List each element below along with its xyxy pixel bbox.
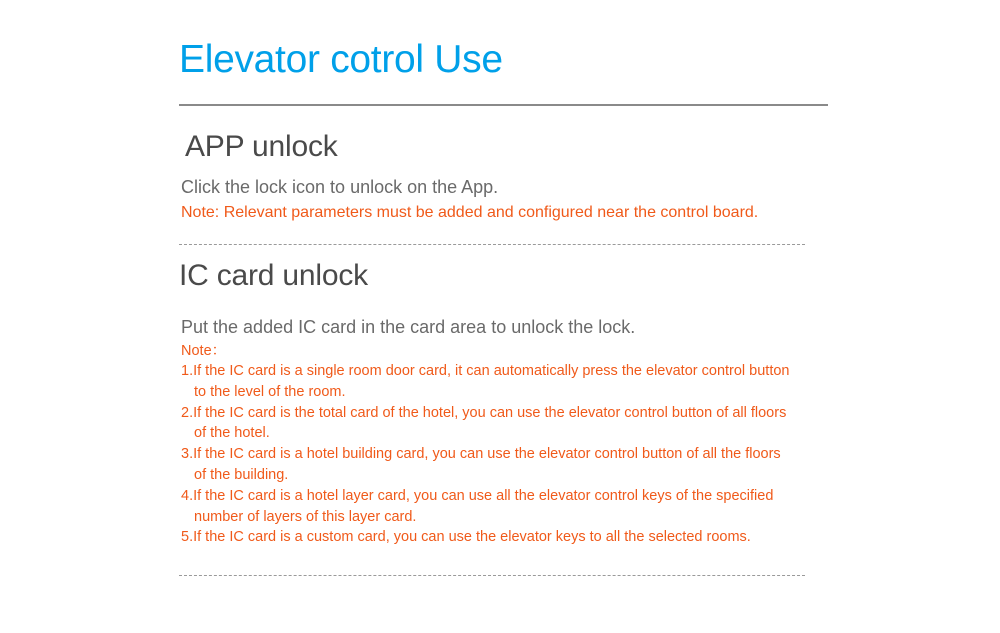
app-unlock-heading: APP unlock [185,130,338,163]
ic-card-notes-list [181,361,790,548]
list-item: 1.If the IC card is a single room door card, it can automatically press the elevator control button to the level of the room. [181,363,790,400]
app-unlock-note: Note: Relevant parameters must be added and configured near the control board. [181,204,759,221]
list-item: 2.If the IC card is the total card of the hotel, you can use the elevator control button of all floors of the hotel. [181,404,787,442]
app-unlock-instruction: Click the lock icon to unlock on the App. [181,177,499,197]
page-title: Elevator cotrol Use [179,38,503,81]
section-divider [179,575,805,576]
list-item: 5.If the IC card is a custom card, you can use the elevator keys to all the selected rooms. [181,529,751,546]
section-divider [179,244,805,245]
ic-card-unlock-heading: IC card unlock [179,259,368,292]
ic-card-unlock-instruction: Put the added IC card in the card area to unlock the lock. [181,317,636,337]
title-divider [179,104,828,106]
list-item: 3.If the IC card is a hotel building card, you can use the elevator control button of all the floors of the building. [181,446,781,483]
list-item: 4.If the IC card is a hotel layer card, you can use all the elevator control keys of the specified number of layers of this layer card. [181,487,774,525]
note-label: Note： [181,343,227,359]
